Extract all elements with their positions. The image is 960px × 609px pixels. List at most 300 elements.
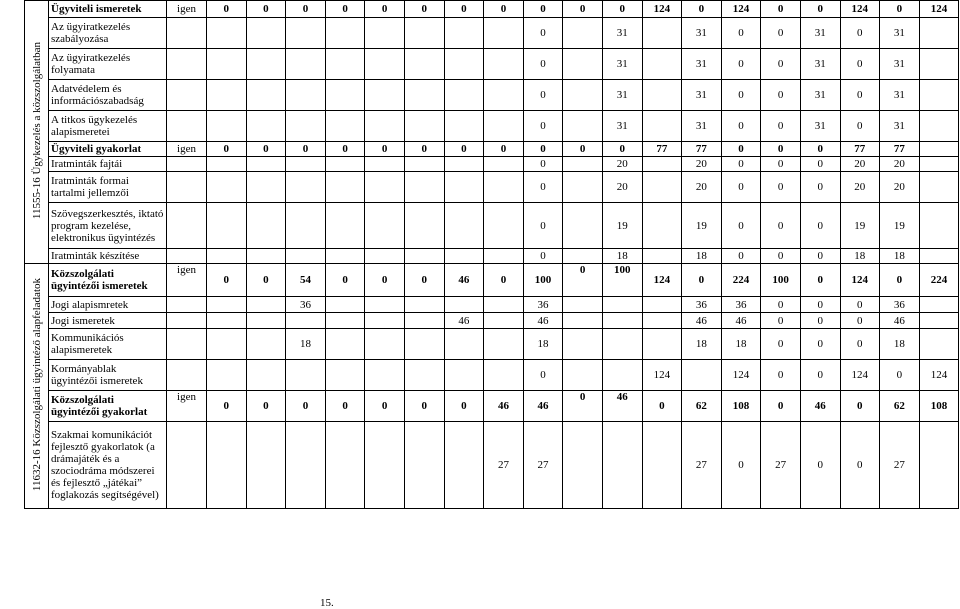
hours-cell: 100 <box>761 264 801 297</box>
hours-cell: 0 <box>721 18 761 49</box>
hours-cell: 0 <box>761 18 801 49</box>
hours-cell: 20 <box>682 157 722 172</box>
hours-cell: 31 <box>602 80 642 111</box>
hours-cell: 0 <box>563 391 603 422</box>
hours-cell: 0 <box>761 1 801 18</box>
hours-cell: 31 <box>800 49 840 80</box>
hours-cell <box>563 297 603 313</box>
hours-cell <box>365 297 405 313</box>
hours-cell <box>919 157 959 172</box>
hours-cell: 0 <box>800 264 840 297</box>
module-label-text: 11555-16 Ügykezelés a közszolgálatban <box>30 41 43 220</box>
table-row <box>25 249 959 264</box>
hours-cell: 124 <box>721 1 761 18</box>
hours-cell: 124 <box>919 1 959 18</box>
hours-cell <box>325 249 365 264</box>
hours-cell: 0 <box>800 157 840 172</box>
hours-cell <box>444 360 484 391</box>
hours-cell: 20 <box>880 157 920 172</box>
hours-cell: 0 <box>682 1 722 18</box>
hours-cell: 0 <box>721 249 761 264</box>
hours-cell: 31 <box>800 111 840 142</box>
hours-cell <box>642 157 682 172</box>
hours-cell <box>404 203 444 249</box>
hours-cell <box>246 203 286 249</box>
hours-cell: 124 <box>840 1 880 18</box>
hours-cell: 36 <box>721 297 761 313</box>
hours-cell <box>919 80 959 111</box>
hours-cell <box>246 422 286 509</box>
hours-cell: 46 <box>800 391 840 422</box>
hours-cell <box>365 360 405 391</box>
hours-cell: 224 <box>919 264 959 297</box>
hours-cell: 0 <box>444 142 484 157</box>
hours-cell <box>602 329 642 360</box>
hours-cell <box>246 80 286 111</box>
hours-cell <box>642 249 682 264</box>
hours-cell <box>365 80 405 111</box>
hours-cell: 0 <box>840 111 880 142</box>
hours-cell <box>484 111 524 142</box>
hours-cell <box>246 297 286 313</box>
required-flag <box>167 313 207 329</box>
curriculum-table <box>24 0 959 509</box>
hours-cell: 0 <box>404 391 444 422</box>
hours-cell: 124 <box>642 264 682 297</box>
hours-cell <box>404 360 444 391</box>
hours-cell: 20 <box>880 172 920 203</box>
required-flag <box>167 329 207 360</box>
hours-cell <box>563 203 603 249</box>
hours-cell: 0 <box>800 203 840 249</box>
hours-cell <box>642 313 682 329</box>
row-label: Iratminták fajtái <box>49 157 167 172</box>
required-flag: igen <box>167 142 207 157</box>
hours-cell: 0 <box>840 80 880 111</box>
hours-cell: 46 <box>721 313 761 329</box>
hours-cell <box>207 360 247 391</box>
hours-cell <box>404 18 444 49</box>
row-label: Az ügyiratkezelés folyamata <box>49 49 167 80</box>
hours-cell: 0 <box>721 157 761 172</box>
hours-cell: 18 <box>523 329 563 360</box>
hours-cell <box>444 18 484 49</box>
hours-cell <box>365 422 405 509</box>
hours-cell: 0 <box>404 264 444 297</box>
hours-cell <box>325 297 365 313</box>
hours-cell: 124 <box>919 360 959 391</box>
hours-cell: 27 <box>880 422 920 509</box>
hours-cell: 31 <box>682 80 722 111</box>
row-label: Adatvédelem és információszabadság <box>49 80 167 111</box>
hours-cell: 62 <box>880 391 920 422</box>
hours-cell <box>365 329 405 360</box>
hours-cell: 77 <box>642 142 682 157</box>
row-label: Az ügyiratkezelés szabályozása <box>49 18 167 49</box>
hours-cell <box>404 249 444 264</box>
hours-cell: 19 <box>682 203 722 249</box>
hours-cell: 0 <box>325 142 365 157</box>
required-flag <box>167 297 207 313</box>
hours-cell: 0 <box>800 360 840 391</box>
hours-cell: 20 <box>682 172 722 203</box>
hours-cell <box>563 49 603 80</box>
hours-cell <box>246 157 286 172</box>
hours-cell: 31 <box>682 111 722 142</box>
hours-cell: 46 <box>880 313 920 329</box>
hours-cell <box>286 203 326 249</box>
hours-cell <box>642 422 682 509</box>
hours-cell <box>919 49 959 80</box>
hours-cell: 20 <box>840 172 880 203</box>
hours-cell: 124 <box>840 264 880 297</box>
hours-cell <box>325 313 365 329</box>
hours-cell <box>444 422 484 509</box>
hours-cell <box>919 297 959 313</box>
hours-cell <box>484 313 524 329</box>
hours-cell: 46 <box>444 264 484 297</box>
hours-cell: 0 <box>761 80 801 111</box>
hours-cell: 18 <box>682 249 722 264</box>
hours-cell: 31 <box>800 80 840 111</box>
hours-cell <box>404 49 444 80</box>
hours-cell <box>207 18 247 49</box>
row-label: Szakmai komunikációt fejlesztő gyakorlatok (a drámajáték és a szociodráma módszerei és fejlesztő „játékai” foglakozás segítségével) <box>49 422 167 509</box>
hours-cell <box>286 80 326 111</box>
table-row <box>25 80 959 111</box>
required-flag <box>167 157 207 172</box>
hours-cell: 0 <box>404 142 444 157</box>
hours-cell <box>404 157 444 172</box>
hours-cell: 0 <box>761 329 801 360</box>
hours-cell: 20 <box>840 157 880 172</box>
hours-cell: 46 <box>523 391 563 422</box>
hours-cell: 0 <box>721 49 761 80</box>
hours-cell <box>246 18 286 49</box>
hours-cell <box>563 18 603 49</box>
hours-cell <box>642 329 682 360</box>
table-row <box>25 313 959 329</box>
hours-cell <box>207 297 247 313</box>
hours-cell <box>444 297 484 313</box>
table-row <box>25 142 959 157</box>
hours-cell <box>325 80 365 111</box>
hours-cell: 0 <box>761 360 801 391</box>
hours-cell <box>404 329 444 360</box>
hours-cell <box>365 172 405 203</box>
row-label: Jogi ismeretek <box>49 313 167 329</box>
hours-cell: 0 <box>721 422 761 509</box>
hours-cell <box>286 111 326 142</box>
hours-cell: 124 <box>642 360 682 391</box>
hours-cell: 0 <box>721 80 761 111</box>
table-row <box>25 391 959 422</box>
hours-cell <box>286 422 326 509</box>
hours-cell <box>642 203 682 249</box>
hours-cell <box>919 329 959 360</box>
hours-cell: 0 <box>800 329 840 360</box>
hours-cell: 0 <box>602 1 642 18</box>
hours-cell: 0 <box>761 203 801 249</box>
hours-cell <box>286 249 326 264</box>
hours-cell <box>365 49 405 80</box>
hours-cell <box>365 157 405 172</box>
hours-cell <box>642 80 682 111</box>
hours-cell <box>682 360 722 391</box>
hours-cell: 0 <box>523 111 563 142</box>
hours-cell: 0 <box>840 329 880 360</box>
hours-cell: 31 <box>602 18 642 49</box>
table-row <box>25 1 959 18</box>
hours-cell: 36 <box>286 297 326 313</box>
hours-cell: 31 <box>682 18 722 49</box>
hours-cell: 0 <box>523 360 563 391</box>
required-flag: igen <box>167 391 207 422</box>
hours-cell: 46 <box>523 313 563 329</box>
table-row <box>25 360 959 391</box>
hours-cell: 36 <box>880 297 920 313</box>
hours-cell: 124 <box>840 360 880 391</box>
hours-cell <box>444 49 484 80</box>
hours-cell: 46 <box>682 313 722 329</box>
hours-cell <box>325 203 365 249</box>
hours-cell: 0 <box>484 1 524 18</box>
row-label: Közszolgálati ügyintézői ismeretek <box>49 264 167 297</box>
hours-cell <box>444 203 484 249</box>
hours-cell: 0 <box>365 391 405 422</box>
hours-cell <box>207 111 247 142</box>
hours-cell <box>484 172 524 203</box>
hours-cell <box>642 111 682 142</box>
hours-cell <box>207 172 247 203</box>
hours-cell: 0 <box>286 1 326 18</box>
hours-cell: 0 <box>484 264 524 297</box>
hours-cell: 0 <box>286 142 326 157</box>
hours-cell <box>919 142 959 157</box>
hours-cell <box>246 172 286 203</box>
hours-cell: 108 <box>919 391 959 422</box>
hours-cell: 0 <box>840 297 880 313</box>
hours-cell: 0 <box>721 142 761 157</box>
hours-cell: 77 <box>880 142 920 157</box>
row-label: A titkos ügykezelés alapismeretei <box>49 111 167 142</box>
hours-cell: 77 <box>682 142 722 157</box>
hours-cell <box>919 172 959 203</box>
hours-cell <box>642 49 682 80</box>
required-flag <box>167 172 207 203</box>
hours-cell: 0 <box>800 142 840 157</box>
hours-cell: 0 <box>840 18 880 49</box>
hours-cell: 0 <box>207 264 247 297</box>
hours-cell <box>246 360 286 391</box>
hours-cell: 0 <box>523 142 563 157</box>
hours-cell: 31 <box>602 49 642 80</box>
hours-cell: 0 <box>325 1 365 18</box>
hours-cell: 0 <box>840 422 880 509</box>
hours-cell <box>404 172 444 203</box>
hours-cell: 0 <box>365 1 405 18</box>
hours-cell <box>404 422 444 509</box>
hours-cell: 31 <box>682 49 722 80</box>
hours-cell <box>444 249 484 264</box>
hours-cell <box>563 172 603 203</box>
hours-cell: 0 <box>642 391 682 422</box>
hours-cell: 0 <box>880 360 920 391</box>
hours-cell: 36 <box>682 297 722 313</box>
hours-cell: 0 <box>246 142 286 157</box>
hours-cell <box>563 249 603 264</box>
hours-cell <box>286 172 326 203</box>
hours-cell: 0 <box>800 1 840 18</box>
hours-cell: 0 <box>840 391 880 422</box>
required-flag <box>167 80 207 111</box>
hours-cell <box>563 313 603 329</box>
hours-cell: 0 <box>840 49 880 80</box>
table-row <box>25 18 959 49</box>
hours-cell: 0 <box>523 1 563 18</box>
hours-cell: 0 <box>800 422 840 509</box>
hours-cell: 31 <box>800 18 840 49</box>
hours-cell <box>919 111 959 142</box>
hours-cell: 0 <box>523 249 563 264</box>
hours-cell: 18 <box>840 249 880 264</box>
module-label <box>25 264 49 509</box>
row-label: Kormányablak ügyintézői ismeretek <box>49 360 167 391</box>
hours-cell <box>444 157 484 172</box>
hours-cell: 0 <box>800 249 840 264</box>
hours-cell <box>602 297 642 313</box>
hours-cell: 27 <box>484 422 524 509</box>
hours-cell <box>919 203 959 249</box>
hours-cell: 124 <box>721 360 761 391</box>
hours-cell: 0 <box>523 157 563 172</box>
hours-cell: 0 <box>563 264 603 297</box>
hours-cell <box>484 329 524 360</box>
hours-cell <box>404 80 444 111</box>
row-label: Ügyviteli gyakorlat <box>49 142 167 157</box>
hours-cell <box>365 111 405 142</box>
hours-cell <box>919 422 959 509</box>
hours-cell: 0 <box>563 142 603 157</box>
hours-cell: 0 <box>523 49 563 80</box>
hours-cell <box>207 203 247 249</box>
hours-cell: 0 <box>761 249 801 264</box>
hours-cell <box>325 18 365 49</box>
hours-cell: 0 <box>365 264 405 297</box>
hours-cell: 0 <box>761 172 801 203</box>
table-row <box>25 264 959 297</box>
hours-cell <box>246 249 286 264</box>
hours-cell: 36 <box>523 297 563 313</box>
hours-cell <box>484 18 524 49</box>
hours-cell <box>207 157 247 172</box>
hours-cell <box>484 249 524 264</box>
row-label: Kommunikációs alapismeretek <box>49 329 167 360</box>
hours-cell: 0 <box>523 203 563 249</box>
hours-cell: 124 <box>642 1 682 18</box>
hours-cell <box>207 313 247 329</box>
hours-cell <box>919 18 959 49</box>
hours-cell: 0 <box>563 1 603 18</box>
hours-cell <box>207 80 247 111</box>
hours-cell: 31 <box>880 49 920 80</box>
hours-cell: 27 <box>761 422 801 509</box>
hours-cell <box>563 329 603 360</box>
table-row <box>25 111 959 142</box>
hours-cell: 0 <box>721 172 761 203</box>
hours-cell: 0 <box>721 203 761 249</box>
hours-cell <box>484 157 524 172</box>
hours-cell <box>404 111 444 142</box>
hours-cell: 46 <box>602 391 642 422</box>
hours-cell <box>325 49 365 80</box>
hours-cell <box>325 111 365 142</box>
hours-cell: 0 <box>721 111 761 142</box>
hours-cell: 0 <box>523 18 563 49</box>
hours-cell: 0 <box>207 1 247 18</box>
hours-cell <box>365 18 405 49</box>
required-flag <box>167 18 207 49</box>
hours-cell: 27 <box>682 422 722 509</box>
hours-cell <box>365 313 405 329</box>
row-label: Iratminták készítése <box>49 249 167 264</box>
required-flag <box>167 49 207 80</box>
module-label-text: 11632-16 Közszolgálati ügyintéző alapfeladatok <box>30 277 43 492</box>
hours-cell <box>325 422 365 509</box>
hours-cell <box>484 297 524 313</box>
row-label: Szövegszerkesztés, iktató program kezelése, elektronikus ügyintézés <box>49 203 167 249</box>
hours-cell: 108 <box>721 391 761 422</box>
hours-cell <box>404 313 444 329</box>
hours-cell <box>207 422 247 509</box>
hours-cell: 0 <box>800 313 840 329</box>
hours-cell: 20 <box>602 157 642 172</box>
hours-cell: 100 <box>602 264 642 297</box>
hours-cell <box>484 360 524 391</box>
hours-cell <box>444 172 484 203</box>
required-flag <box>167 203 207 249</box>
hours-cell: 31 <box>880 80 920 111</box>
hours-cell <box>444 329 484 360</box>
hours-cell <box>207 329 247 360</box>
hours-cell: 54 <box>286 264 326 297</box>
hours-cell <box>602 313 642 329</box>
required-flag <box>167 360 207 391</box>
hours-cell: 0 <box>207 142 247 157</box>
hours-cell: 0 <box>761 49 801 80</box>
row-label: Közszolgálati ügyintézői gyakorlat <box>49 391 167 422</box>
hours-cell <box>286 360 326 391</box>
required-flag: igen <box>167 264 207 297</box>
hours-cell <box>563 422 603 509</box>
hours-cell: 0 <box>880 1 920 18</box>
hours-cell <box>246 111 286 142</box>
table-row <box>25 297 959 313</box>
hours-cell: 0 <box>682 264 722 297</box>
hours-cell: 0 <box>840 313 880 329</box>
hours-cell: 18 <box>682 329 722 360</box>
hours-cell: 62 <box>682 391 722 422</box>
hours-cell <box>404 297 444 313</box>
hours-cell <box>563 157 603 172</box>
hours-cell <box>365 203 405 249</box>
module-label <box>25 1 49 264</box>
hours-cell: 77 <box>840 142 880 157</box>
hours-cell: 0 <box>246 1 286 18</box>
hours-cell: 18 <box>880 249 920 264</box>
hours-cell: 0 <box>761 391 801 422</box>
hours-cell: 46 <box>444 313 484 329</box>
